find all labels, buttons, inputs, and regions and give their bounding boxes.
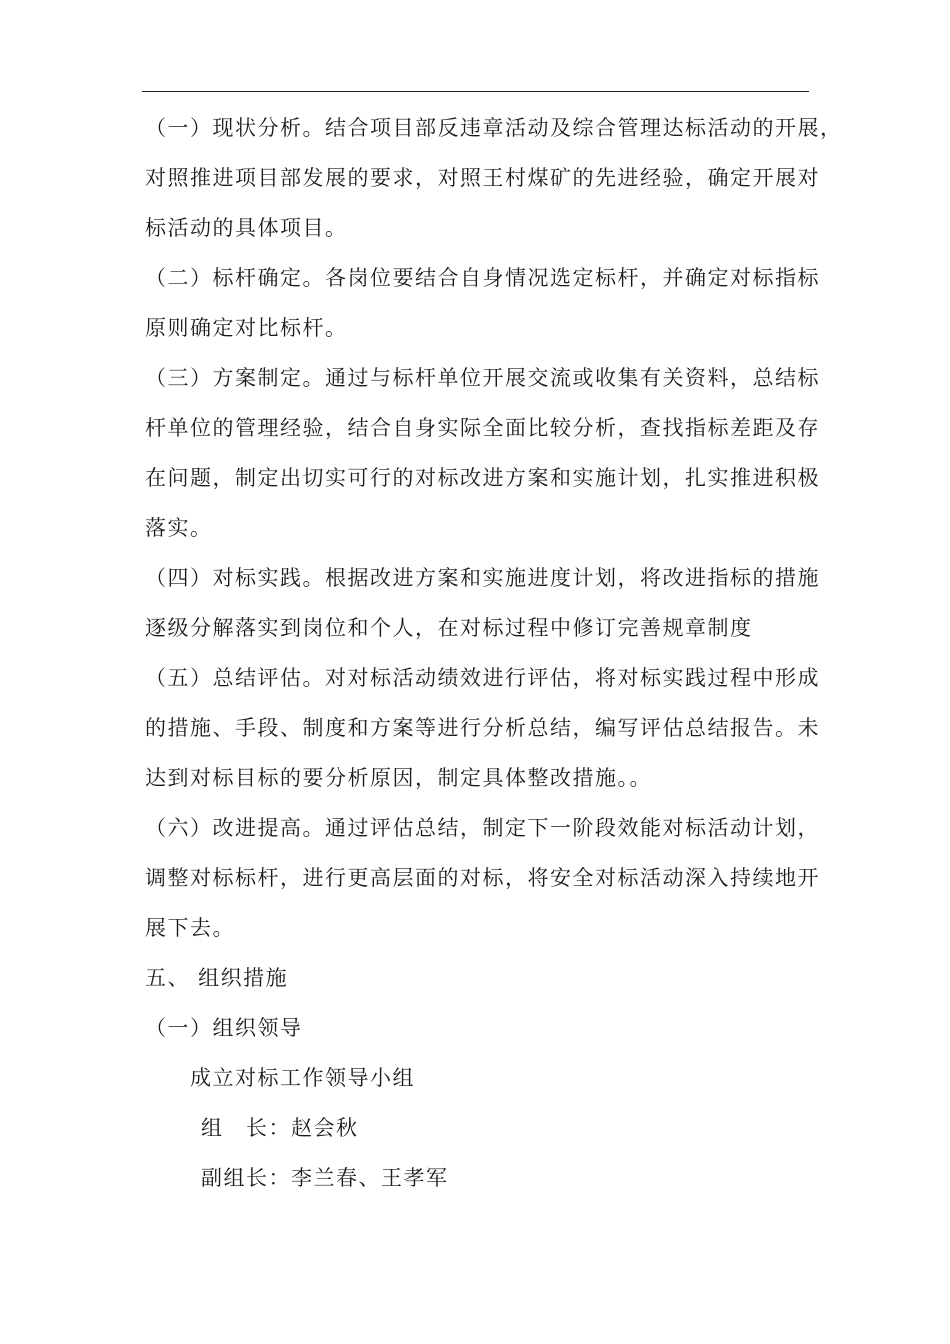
section-organization-measures	[145, 953, 817, 1203]
text-line: 对照推进项目部发展的要求，对照王村煤矿的先进经验，确定开展对	[145, 166, 820, 190]
document-body	[145, 103, 843, 1203]
section-heading: 五、 组织措施	[145, 966, 289, 990]
paragraph-benchmark-selection	[145, 253, 820, 353]
text-line: 在问题，制定出切实可行的对标改进方案和实施计划，扎实推进积极	[145, 466, 820, 490]
text-line: 达到对标目标的要分析原因，制定具体整改措施。。	[145, 766, 652, 790]
header-rule	[142, 91, 809, 92]
text-line: （六）改进提高。通过评估总结，制定下一阶段效能对标活动计划，	[145, 816, 820, 840]
paragraph-plan-formulation	[145, 353, 820, 553]
paragraph-improvement	[145, 803, 820, 953]
text-line: 原则确定对比标杆。	[145, 316, 348, 340]
leader-line: 组 长：赵会秋	[201, 1116, 359, 1140]
text-line: （二）标杆确定。各岗位要结合自身情况选定标杆，并确定对标指标	[145, 266, 820, 290]
text-line: 标活动的具体项目。	[145, 216, 348, 240]
text-line: （三）方案制定。通过与标杆单位开展交流或收集有关资料，总结标	[145, 366, 820, 390]
paragraph-status-analysis	[145, 103, 843, 253]
text-line: 调整对标标杆，进行更高层面的对标，将安全对标活动深入持续地开	[145, 866, 820, 890]
subsection-heading: （一）组织领导	[145, 1016, 303, 1040]
text-line: 展下去。	[145, 916, 235, 940]
paragraph-summary-evaluation	[145, 653, 820, 803]
text-line: 逐级分解落实到岗位和个人，在对标过程中修订完善规章制度	[145, 616, 753, 640]
text-line: 落实。	[145, 516, 213, 540]
text-line: 的措施、手段、制度和方案等进行分析总结，编写评估总结报告。未	[145, 716, 820, 740]
text-line: （五）总结评估。对对标活动绩效进行评估，将对标实践过程中形成	[145, 666, 820, 690]
text-line: 杆单位的管理经验，结合自身实际全面比较分析，查找指标差距及存	[145, 416, 820, 440]
paragraph-benchmark-practice	[145, 553, 820, 653]
group-intro: 成立对标工作领导小组	[190, 1066, 415, 1090]
deputy-leader-line: 副组长：李兰春、王孝军	[201, 1166, 449, 1190]
text-line: （四）对标实践。根据改进方案和实施进度计划，将改进指标的措施	[145, 566, 820, 590]
text-line: （一）现状分析。结合项目部反违章活动及综合管理达标活动的开展，	[145, 116, 843, 140]
